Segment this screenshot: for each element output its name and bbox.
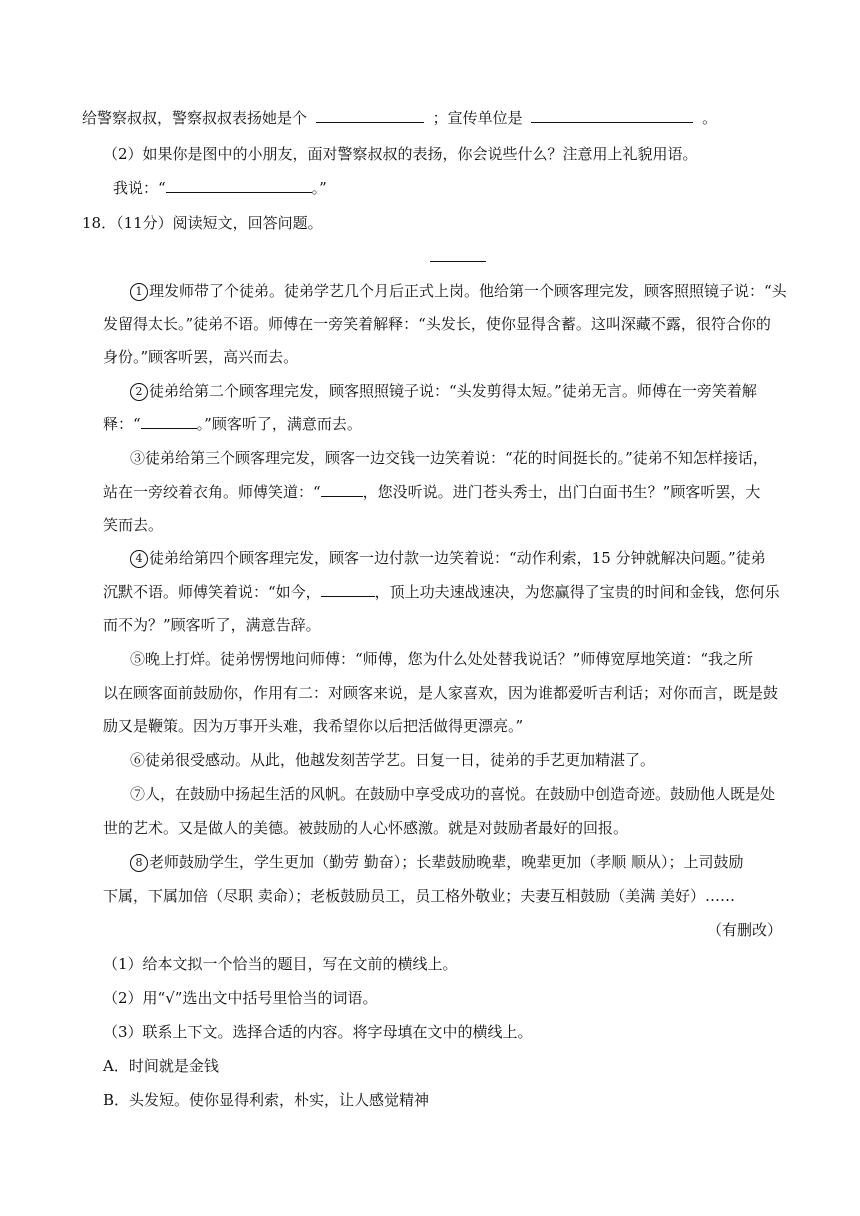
- para-text: 徒弟给第四个顾客理完发，顾客一边付款一边笑着说：“动作利索，15 分钟就解决问题。”徒弟: [149, 549, 766, 567]
- option-b: B．头发短。使你显得利索，朴实，让人感觉精神: [103, 1091, 430, 1109]
- para-1-line-2: 发留得太长。”徒弟不语。师傅在一旁笑着解释：“头发长，使你显得含蓄。这叫深藏不露，很符合你的: [103, 315, 771, 333]
- para-8-line-2: 下属，下属加倍（尽职 卖命）；老板鼓励员工，员工格外敬业；夫妻互相鼓励（美满 美好）……: [103, 887, 736, 905]
- para-text: 站在一旁绞着衣角。师傅笑道：“: [103, 483, 321, 501]
- intro-text-c: 。: [702, 109, 718, 127]
- para-5-line-1: ⑤晚上打烊。徒弟愣愣地问师傅：“师傅，您为什么处处替我说话？”师傅宽厚地笑道：“我之所: [130, 650, 754, 668]
- answer-blank[interactable]: [166, 178, 312, 193]
- intro-line-1: [82, 108, 717, 128]
- answer-blank[interactable]: [321, 582, 375, 597]
- para-number: 8: [130, 854, 148, 872]
- para-3-line-2: [103, 482, 760, 502]
- para-3-line-1: ③徒弟给第三个顾客理完发，顾客一边交钱一边笑着说：“花的时间挺长的。”徒弟不知怎样接话，: [130, 449, 768, 467]
- answer-blank[interactable]: [316, 108, 424, 123]
- para-2-line-2: [103, 414, 362, 434]
- intro-text-b: ；宣传单位是: [432, 109, 523, 127]
- source-note: （有删改）: [707, 921, 783, 939]
- para-text: 释：“: [103, 415, 141, 433]
- para-2-line-1: [130, 381, 757, 401]
- para-number: 2: [130, 383, 148, 401]
- question-18-header: 18．（11分）阅读短文，回答问题。: [82, 214, 323, 232]
- para-text: 徒弟给第二个顾客理完发，顾客照照镜子说：“头发剪得太短。”徒弟无言。师傅在一旁笑着解: [149, 382, 757, 400]
- para-4-line-3: 而不为？”顾客听了，满意告辞。: [103, 616, 321, 634]
- para-number: 4: [130, 550, 148, 568]
- say-prefix: 我说：“: [113, 179, 166, 197]
- option-a: A．时间就是金钱: [103, 1057, 219, 1075]
- para-number: 1: [130, 283, 148, 301]
- title-blank[interactable]: [430, 261, 486, 262]
- para-7-line-2: 世的艺术。又是做人的美德。被鼓励的人心怀感激。就是对鼓励者最好的回报。: [103, 819, 629, 837]
- para-1-line-3: 身份。”顾客听罢，高兴而去。: [103, 348, 299, 366]
- answer-blank[interactable]: [531, 108, 693, 123]
- sub-question-2: （2）用“√”选出文中括号里恰当的词语。: [103, 989, 378, 1007]
- say-suffix: 。”: [311, 179, 327, 197]
- para-text: ，您没听说。进门苍头秀士，出门白面书生？”顾客听罢，大: [362, 483, 761, 501]
- para-text: ，顶上功夫速战速决，为您赢得了宝贵的时间和金钱，您何乐: [374, 583, 780, 601]
- para-text: 沉默不语。师傅笑着说：“如今，: [103, 583, 321, 601]
- para-6-line-1: ⑥徒弟很受感动。从此，他越发刻苦学艺。日复一日，徒弟的手艺更加精湛了。: [130, 751, 656, 769]
- answer-blank[interactable]: [141, 414, 197, 429]
- para-text: 理发师带了个徒弟。徒弟学艺几个月后正式上岗。他给第一个顾客理完发，顾客照照镜子说：“头: [149, 282, 787, 300]
- para-1-line-1: [130, 281, 787, 301]
- para-4-line-2: [103, 582, 780, 602]
- say-line: [113, 178, 327, 198]
- question-2: （2）如果你是图中的小朋友，面对警察叔叔的表扬，你会说些什么？注意用上礼貌用语。: [103, 145, 698, 163]
- para-text: 老师鼓励学生，学生更加（勤劳 勤奋）；长辈鼓励晚辈，晚辈更加（孝顺 顺从）；上司鼓励: [149, 853, 744, 871]
- answer-blank[interactable]: [321, 482, 363, 497]
- para-7-line-1: ⑦人，在鼓励中扬起生活的风帆。在鼓励中享受成功的喜悦。在鼓励中创造奇迹。鼓励他人既是处: [130, 785, 776, 803]
- sub-question-3: （3）联系上下文。选择合适的内容。将字母填在文中的横线上。: [103, 1023, 533, 1041]
- para-5-line-3: 励又是鞭策。因为万事开头难，我希望你以后把活做得更漂亮。”: [103, 717, 524, 735]
- para-text: 。”顾客听了，满意而去。: [196, 415, 362, 433]
- intro-text-a: 给警察叔叔，警察叔叔表扬她是个: [82, 109, 308, 127]
- para-4-line-1: [130, 548, 766, 568]
- para-3-line-3: 笑而去。: [103, 516, 164, 534]
- para-8-line-1: [130, 852, 744, 872]
- para-5-line-2: 以在顾客面前鼓励你，作用有二：对顾客来说，是人家喜欢，因为谁都爱听吉利话；对你而言，既是鼓: [103, 684, 779, 702]
- sub-question-1: （1）给本文拟一个恰当的题目，写在文前的横线上。: [103, 955, 458, 973]
